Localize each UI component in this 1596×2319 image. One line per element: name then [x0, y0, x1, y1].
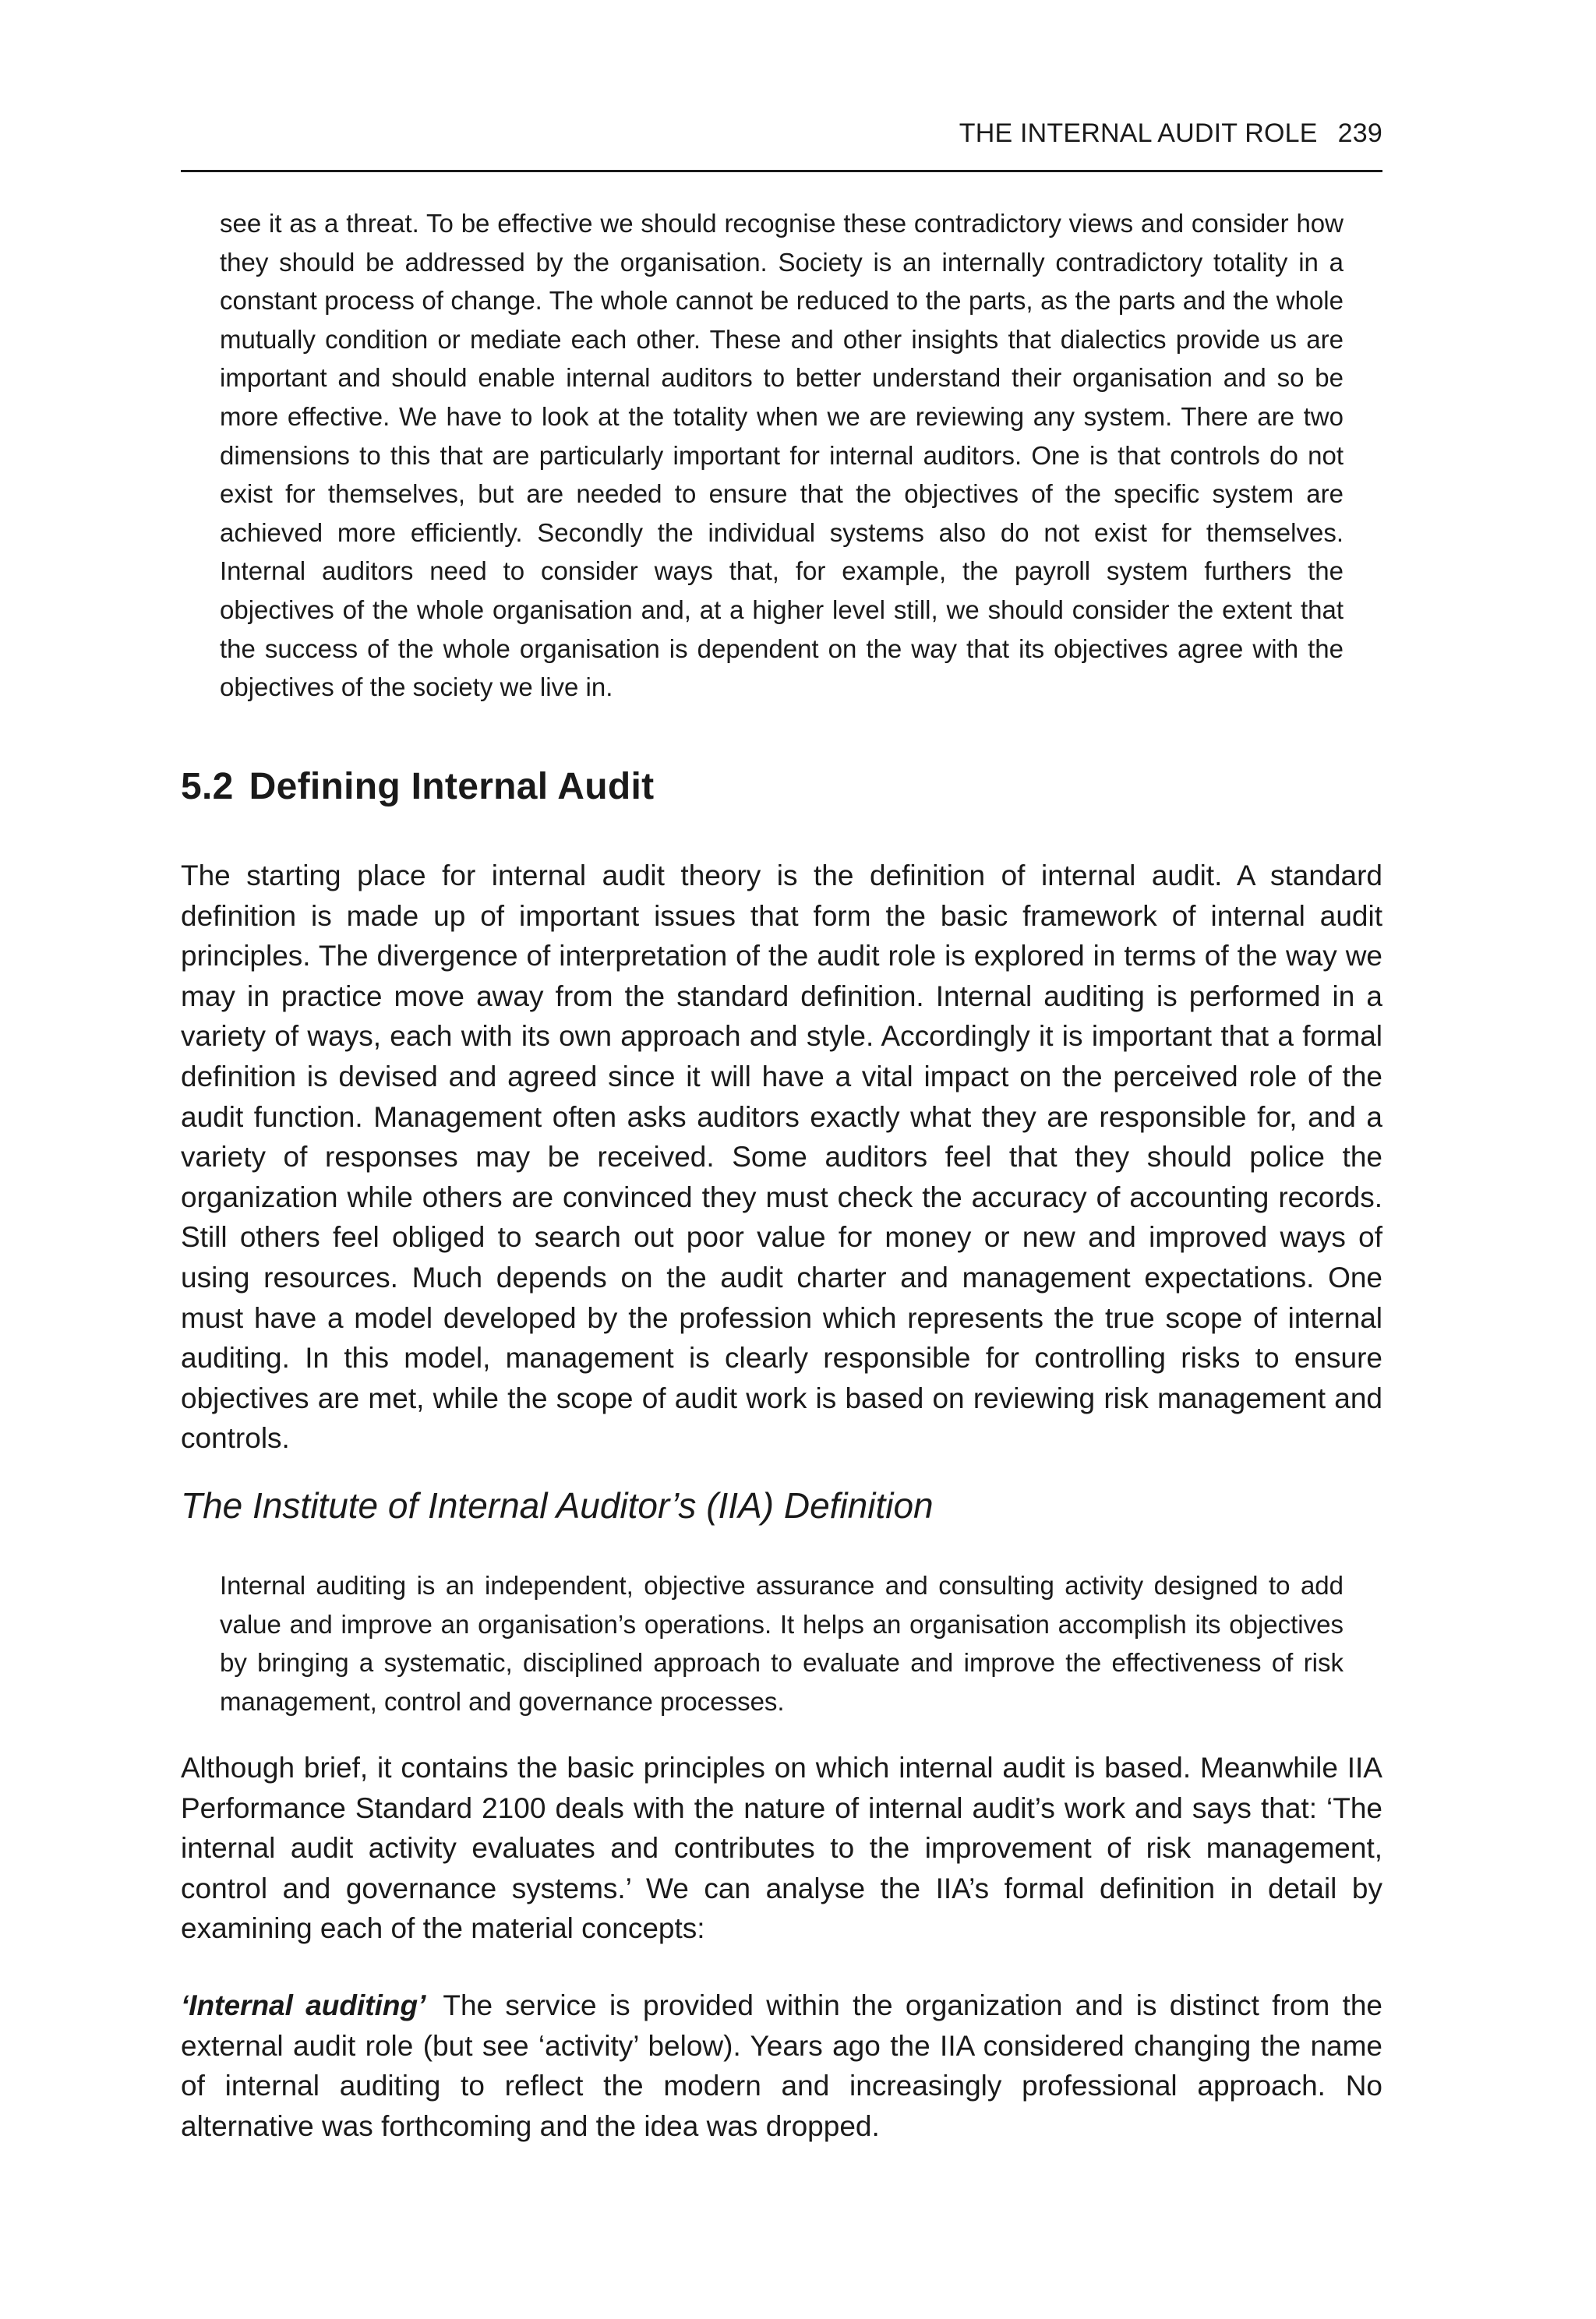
- continued-quote-paragraph: see it as a threat. To be effective we should recognise these contradictory views and consider how they should be addressed by the organisation. Society is an internally contradictory totality in a constant process of change. The whole cannot be reduced to the parts, as the parts and the whole mutually condition or mediate each other. These and other insights that dialectics provide us are important and should enable internal auditors to better understand their organisation and so be more effective. We have to look at the totality when we are reviewing any system. There are two dimensions to this that are particularly important for internal auditors. One is that controls do not exist for themselves, but are needed to ensure that the objectives of the specific system are achieved more efficiently. Secondly the individual systems also do not exist for themselves. Internal auditors need to consider ways that, for example, the payroll system furthers the objectives of the whole organisation and, at a higher level still, we should consider the extent that the success of the whole organisation is dependent on the way that its objectives agree with the objectives of the society we live in.: [220, 209, 1344, 702]
- body-paragraph-internal-auditing: [181, 1985, 1382, 2146]
- section-heading: [181, 765, 654, 808]
- page-number: 239: [1337, 118, 1382, 148]
- running-header: [181, 118, 1382, 172]
- section-title: Defining Internal Audit: [249, 766, 655, 807]
- iia-definition-subheading: The Institute of Internal Auditor’s (IIA) Definition: [181, 1485, 934, 1526]
- term-explanation: The service is provided within the organization and is distinct from the external audit role (but see ‘activity’ below). Years ago the IIA considered changing the name of internal auditing to reflect the modern and increasingly professional approach. No alternative was forthcoming and the idea was dropped.: [181, 1989, 1383, 2142]
- body-paragraph-analysis: Although brief, it contains the basic principles on which internal audit is based. Meanwhile IIA Performance Standard 2100 deals with the nature of internal audit’s work and says that: ‘The internal audit activity evaluates and contributes to the improvement of risk management, control and governance systems.’ We can analyse the IIA’s formal definition in detail by examining each of the material concepts:: [181, 1752, 1382, 1945]
- iia-definition-quote: Internal auditing is an independent, objective assurance and consulting activity designed to add value and improve an organisation’s operations. It helps an organisation accomplish its objectives by bringing a systematic, disciplined approach to evaluate and improve the effectiveness of risk management, control and governance processes.: [220, 1571, 1344, 1716]
- body-paragraph-definition-intro: The starting place for internal audit theory is the definition of internal audit. A standard definition is made up of important issues that form the basic framework of internal audit principles. The divergence of interpretation of the audit role is explored in terms of the way we may in practice move away from the standard definition. Internal auditing is performed in a variety of ways, each with its own approach and style. Accordingly it is important that a formal definition is devised and agreed since it will have a vital impact on the perceived role of the audit function. Management often asks auditors exactly what they are responsible for, and a variety of responses may be received. Some auditors feel that they should police the organization while others are convinced they must check the accuracy of accounting records. Still others feel obliged to search out poor value for money or new and improved ways of using resources. Much depends on the audit charter and management expectations. One must have a model developed by the profession which represents the true scope of internal auditing. In this model, management is clearly responsible for controlling risks to ensure objectives are met, while the scope of audit work is based on reviewing risk management and controls.: [181, 859, 1382, 1455]
- defined-term: ‘Internal auditing’: [181, 1989, 426, 2021]
- section-number: 5.2: [181, 766, 234, 807]
- running-header-title: THE INTERNAL AUDIT ROLE: [959, 118, 1318, 148]
